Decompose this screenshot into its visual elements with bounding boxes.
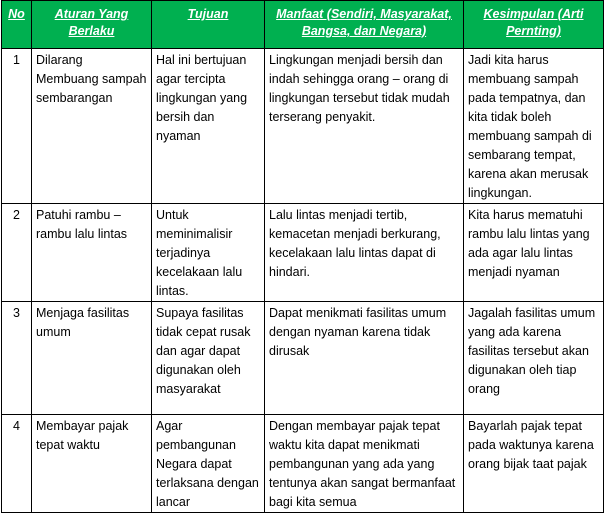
cell-no <box>2 302 32 415</box>
cell-kesimpulan <box>464 415 604 513</box>
cell-aturan <box>32 302 152 415</box>
cell-tujuan <box>152 415 265 513</box>
header-aturan: Aturan Yang Berlaku <box>32 1 152 49</box>
cell-tujuan-text: Supaya fasilitas tidak cepat rusak dan agar dapat digunakan oleh masyarakat <box>156 306 251 396</box>
cell-tujuan-text: Untuk meminimalisir terjadinya kecelakaan lalu lintas. <box>156 208 243 298</box>
rules-table <box>1 0 604 513</box>
cell-tujuan <box>152 49 265 204</box>
table-row <box>2 302 604 415</box>
cell-aturan <box>32 204 152 302</box>
cell-manfaat-text: Dapat menikmati fasilitas umum dengan nyaman karena tidak dirusak <box>269 306 447 358</box>
cell-no <box>2 204 32 302</box>
cell-kesimpulan-text: Jagalah fasilitas umum yang ada karena fasilitas tersebut akan digunakan oleh tiap orang <box>468 306 596 396</box>
cell-aturan-text: Menjaga fasilitas umum <box>36 306 130 339</box>
cell-no-text: 1 <box>13 53 20 67</box>
cell-kesimpulan <box>464 49 604 204</box>
cell-no-text: 3 <box>13 306 20 320</box>
cell-kesimpulan-text: Kita harus mematuhi rambu lalu lintas yang ada agar lalu lintas menjadi nyaman <box>468 208 590 279</box>
cell-kesimpulan <box>464 204 604 302</box>
cell-kesimpulan-text: Jadi kita harus membuang sampah pada tempatnya, dan kita tidak boleh membuang sampah di sembarang tempat, karena akan merusak lingkungan. <box>468 53 592 200</box>
cell-manfaat <box>265 49 464 204</box>
cell-aturan-text: Membayar pajak tepat waktu <box>36 419 129 452</box>
cell-no-text: 2 <box>13 208 20 222</box>
cell-tujuan-text: Agar pembangunan Negara dapat terlaksana dengan lancar <box>156 419 259 509</box>
cell-tujuan <box>152 302 265 415</box>
cell-aturan-text: Patuhi rambu – rambu lalu lintas <box>36 208 128 241</box>
cell-manfaat <box>265 204 464 302</box>
header-kesimpulan: Kesimpulan (Arti Pernting) <box>464 1 604 49</box>
cell-aturan <box>32 415 152 513</box>
cell-tujuan-text: Hal ini bertujuan agar tercipta lingkungan yang bersih dan nyaman <box>156 53 248 143</box>
cell-manfaat-text: Lingkungan menjadi bersih dan indah sehingga orang – orang di lingkungan tersebut tidak mudah terserang penyakit. <box>269 53 450 124</box>
cell-kesimpulan-text: Bayarlah pajak tepat pada waktunya karena orang bijak taat pajak <box>468 419 594 471</box>
cell-tujuan <box>152 204 265 302</box>
cell-manfaat <box>265 302 464 415</box>
header-no: No <box>2 1 32 49</box>
cell-aturan-text: Dilarang Membuang sampah sembarangan <box>36 53 147 105</box>
cell-manfaat <box>265 415 464 513</box>
cell-no <box>2 49 32 204</box>
cell-kesimpulan <box>464 302 604 415</box>
header-row <box>2 1 604 49</box>
cell-aturan <box>32 49 152 204</box>
cell-no-text: 4 <box>13 419 20 433</box>
cell-manfaat-text: Lalu lintas menjadi tertib, kemacetan menjadi berkurang, kecelakaan lalu lintas dapat di hindari. <box>269 208 441 279</box>
cell-no <box>2 415 32 513</box>
table-row <box>2 204 604 302</box>
header-tujuan: Tujuan <box>152 1 265 49</box>
table-row <box>2 49 604 204</box>
table-row <box>2 415 604 513</box>
header-manfaat: Manfaat (Sendiri, Masyarakat, Bangsa, dan Negara) <box>265 1 464 49</box>
cell-manfaat-text: Dengan membayar pajak tepat waktu kita dapat menikmati pembangunan yang ada yang tentunya akan sangat bermanfaat bagi kita semua <box>269 419 456 509</box>
